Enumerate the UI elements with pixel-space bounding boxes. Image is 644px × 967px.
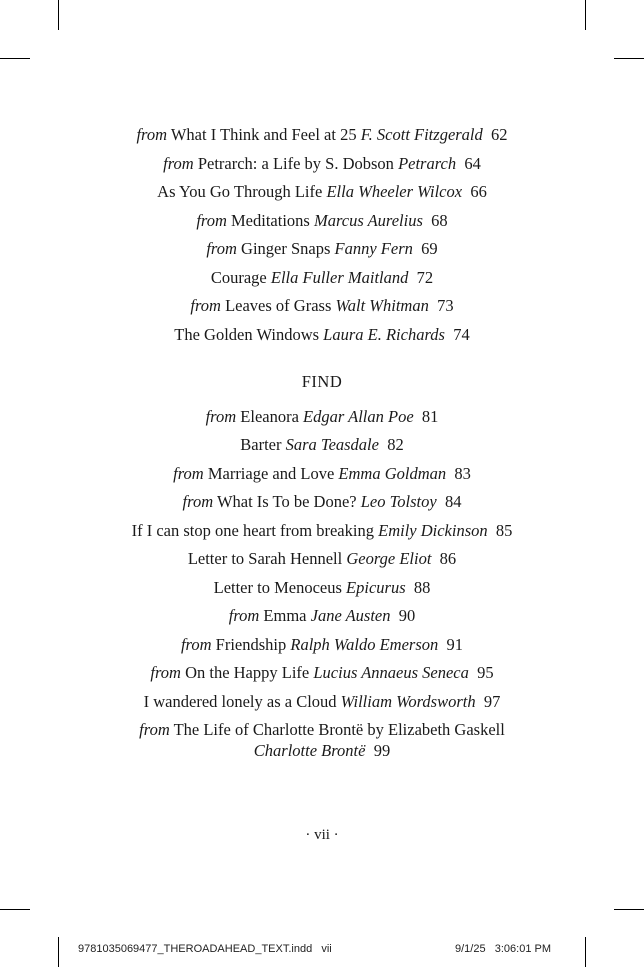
entry-prefix: from: [163, 153, 194, 173]
entry-title: As You Go Through Life: [157, 182, 323, 201]
toc-entry: [110, 324, 534, 345]
toc-entry: [110, 463, 534, 484]
entry-author: Leo Tolstoy: [360, 492, 437, 511]
entry-author: Edgar Allan Poe: [303, 406, 414, 426]
entry-title: The Golden Windows: [174, 324, 320, 344]
entry-author: Emily Dickinson: [378, 520, 488, 540]
entry-prefix: from: [182, 492, 214, 511]
toc-entry: [110, 520, 534, 541]
crop-mark: [0, 909, 30, 910]
crop-mark: [0, 58, 30, 59]
crop-mark: [585, 937, 586, 967]
entry-title: Barter: [240, 435, 282, 454]
entry-prefix: from: [173, 463, 204, 483]
entry-author: Ella Fuller Maitland: [270, 267, 409, 287]
toc-entry: [110, 295, 534, 316]
entry-author: Charlotte Brontë: [253, 741, 366, 760]
toc-entry: [110, 605, 534, 626]
toc-entry: [110, 267, 534, 288]
entry-prefix: from: [206, 239, 237, 258]
entry-page-number: 82: [387, 435, 404, 454]
entry-author: Ella Wheeler Wilcox: [326, 182, 463, 201]
entry-page-number: 97: [483, 691, 501, 711]
entry-page-number: 73: [437, 296, 454, 315]
toc-entry: [110, 662, 534, 683]
entry-page-number: 62: [491, 125, 508, 144]
entry-title: Leaves of Grass: [225, 296, 332, 315]
entry-author: William Wordsworth: [340, 691, 476, 711]
crop-mark: [58, 0, 59, 30]
toc-entry: [110, 691, 534, 712]
entry-title: Emma: [263, 606, 307, 625]
entry-page-number: 85: [495, 520, 513, 540]
entry-title: Petrarch: a Life by S. Dobson: [197, 153, 394, 173]
table-of-contents: [110, 124, 534, 769]
entry-title: Letter to Menoceus: [213, 577, 342, 597]
toc-entry: [110, 238, 534, 259]
entry-prefix: from: [136, 125, 168, 144]
entry-title: If I can stop one heart from breaking: [131, 520, 374, 540]
entry-author: Epicurus: [346, 577, 406, 597]
toc-entry: [110, 548, 534, 569]
entry-author: Fanny Fern: [334, 239, 413, 258]
entry-page-number: 66: [470, 182, 487, 201]
entry-title: On the Happy Life: [185, 663, 310, 682]
entry-prefix: from: [196, 210, 227, 230]
entry-prefix: from: [180, 634, 212, 654]
toc-entry: [110, 210, 534, 231]
entry-page-number: 99: [373, 741, 391, 760]
entry-page-number: 69: [421, 239, 438, 258]
entry-prefix: from: [205, 406, 237, 426]
entry-prefix: from: [190, 296, 221, 315]
entry-page-number: 64: [464, 153, 481, 173]
crop-mark: [614, 58, 644, 59]
entry-prefix: from: [139, 720, 170, 739]
slug-filename: 9781035069477_THEROADAHEAD_TEXT.indd vii: [78, 943, 332, 955]
toc-entry: [110, 181, 534, 202]
entry-author: Laura E. Richards: [323, 324, 445, 344]
entry-prefix: from: [228, 606, 260, 625]
entry-page-number: 68: [431, 210, 448, 230]
entry-author: Emma Goldman: [338, 463, 447, 483]
entry-title: Friendship: [215, 634, 287, 654]
entry-author: Petrarch: [398, 153, 457, 173]
entry-page-number: 95: [477, 663, 494, 682]
toc-entry: [110, 577, 534, 598]
toc-entry: [110, 434, 534, 455]
entry-prefix: from: [150, 663, 181, 682]
entry-title: Marriage and Love: [207, 463, 335, 483]
section-heading: FIND: [301, 371, 343, 391]
entry-page-number: 83: [454, 463, 471, 483]
entry-title: Letter to Sarah Hennell: [187, 549, 343, 568]
entry-author: F. Scott Fitzgerald: [360, 125, 483, 144]
entry-page-number: 90: [398, 606, 416, 625]
entry-page-number: 88: [413, 577, 431, 597]
entry-page-number: 84: [444, 492, 462, 511]
entry-author: George Eliot: [346, 549, 432, 568]
entry-title: Courage: [210, 267, 267, 287]
toc-entry: [110, 634, 534, 655]
entry-author: Marcus Aurelius: [313, 210, 423, 230]
entry-title: What Is To be Done?: [216, 492, 357, 511]
entry-title: The Life of Charlotte Brontë by Elizabeth Gaskell: [173, 720, 505, 739]
entry-author: Walt Whitman: [335, 296, 429, 315]
crop-mark: [614, 909, 644, 910]
entry-author: Ralph Waldo Emerson: [290, 634, 439, 654]
toc-entry: [110, 491, 534, 512]
toc-entry: [110, 406, 534, 427]
crop-mark: [585, 0, 586, 30]
crop-mark: [58, 937, 59, 967]
slug-date: 9/1/25 3:06:01 PM: [455, 943, 552, 955]
entry-page-number: 72: [416, 267, 434, 287]
entry-page-number: 86: [439, 549, 457, 568]
entry-title: I wandered lonely as a Cloud: [143, 691, 337, 711]
toc-entry: [110, 719, 534, 761]
entry-title: Eleanora: [240, 406, 299, 426]
entry-author: Jane Austen: [310, 606, 391, 625]
entry-page-number: 81: [421, 406, 439, 426]
toc-entry: [110, 153, 534, 174]
entry-title: Ginger Snaps: [241, 239, 331, 258]
page-number: · vii ·: [305, 827, 339, 843]
entry-author: Lucius Annaeus Seneca: [313, 663, 469, 682]
entry-title: Meditations: [231, 210, 310, 230]
entry-author: Sara Teasdale: [285, 435, 379, 454]
toc-entry: [110, 124, 534, 145]
entry-page-number: 91: [446, 634, 464, 654]
entry-title: What I Think and Feel at 25: [170, 125, 357, 144]
entry-page-number: 74: [453, 324, 470, 344]
